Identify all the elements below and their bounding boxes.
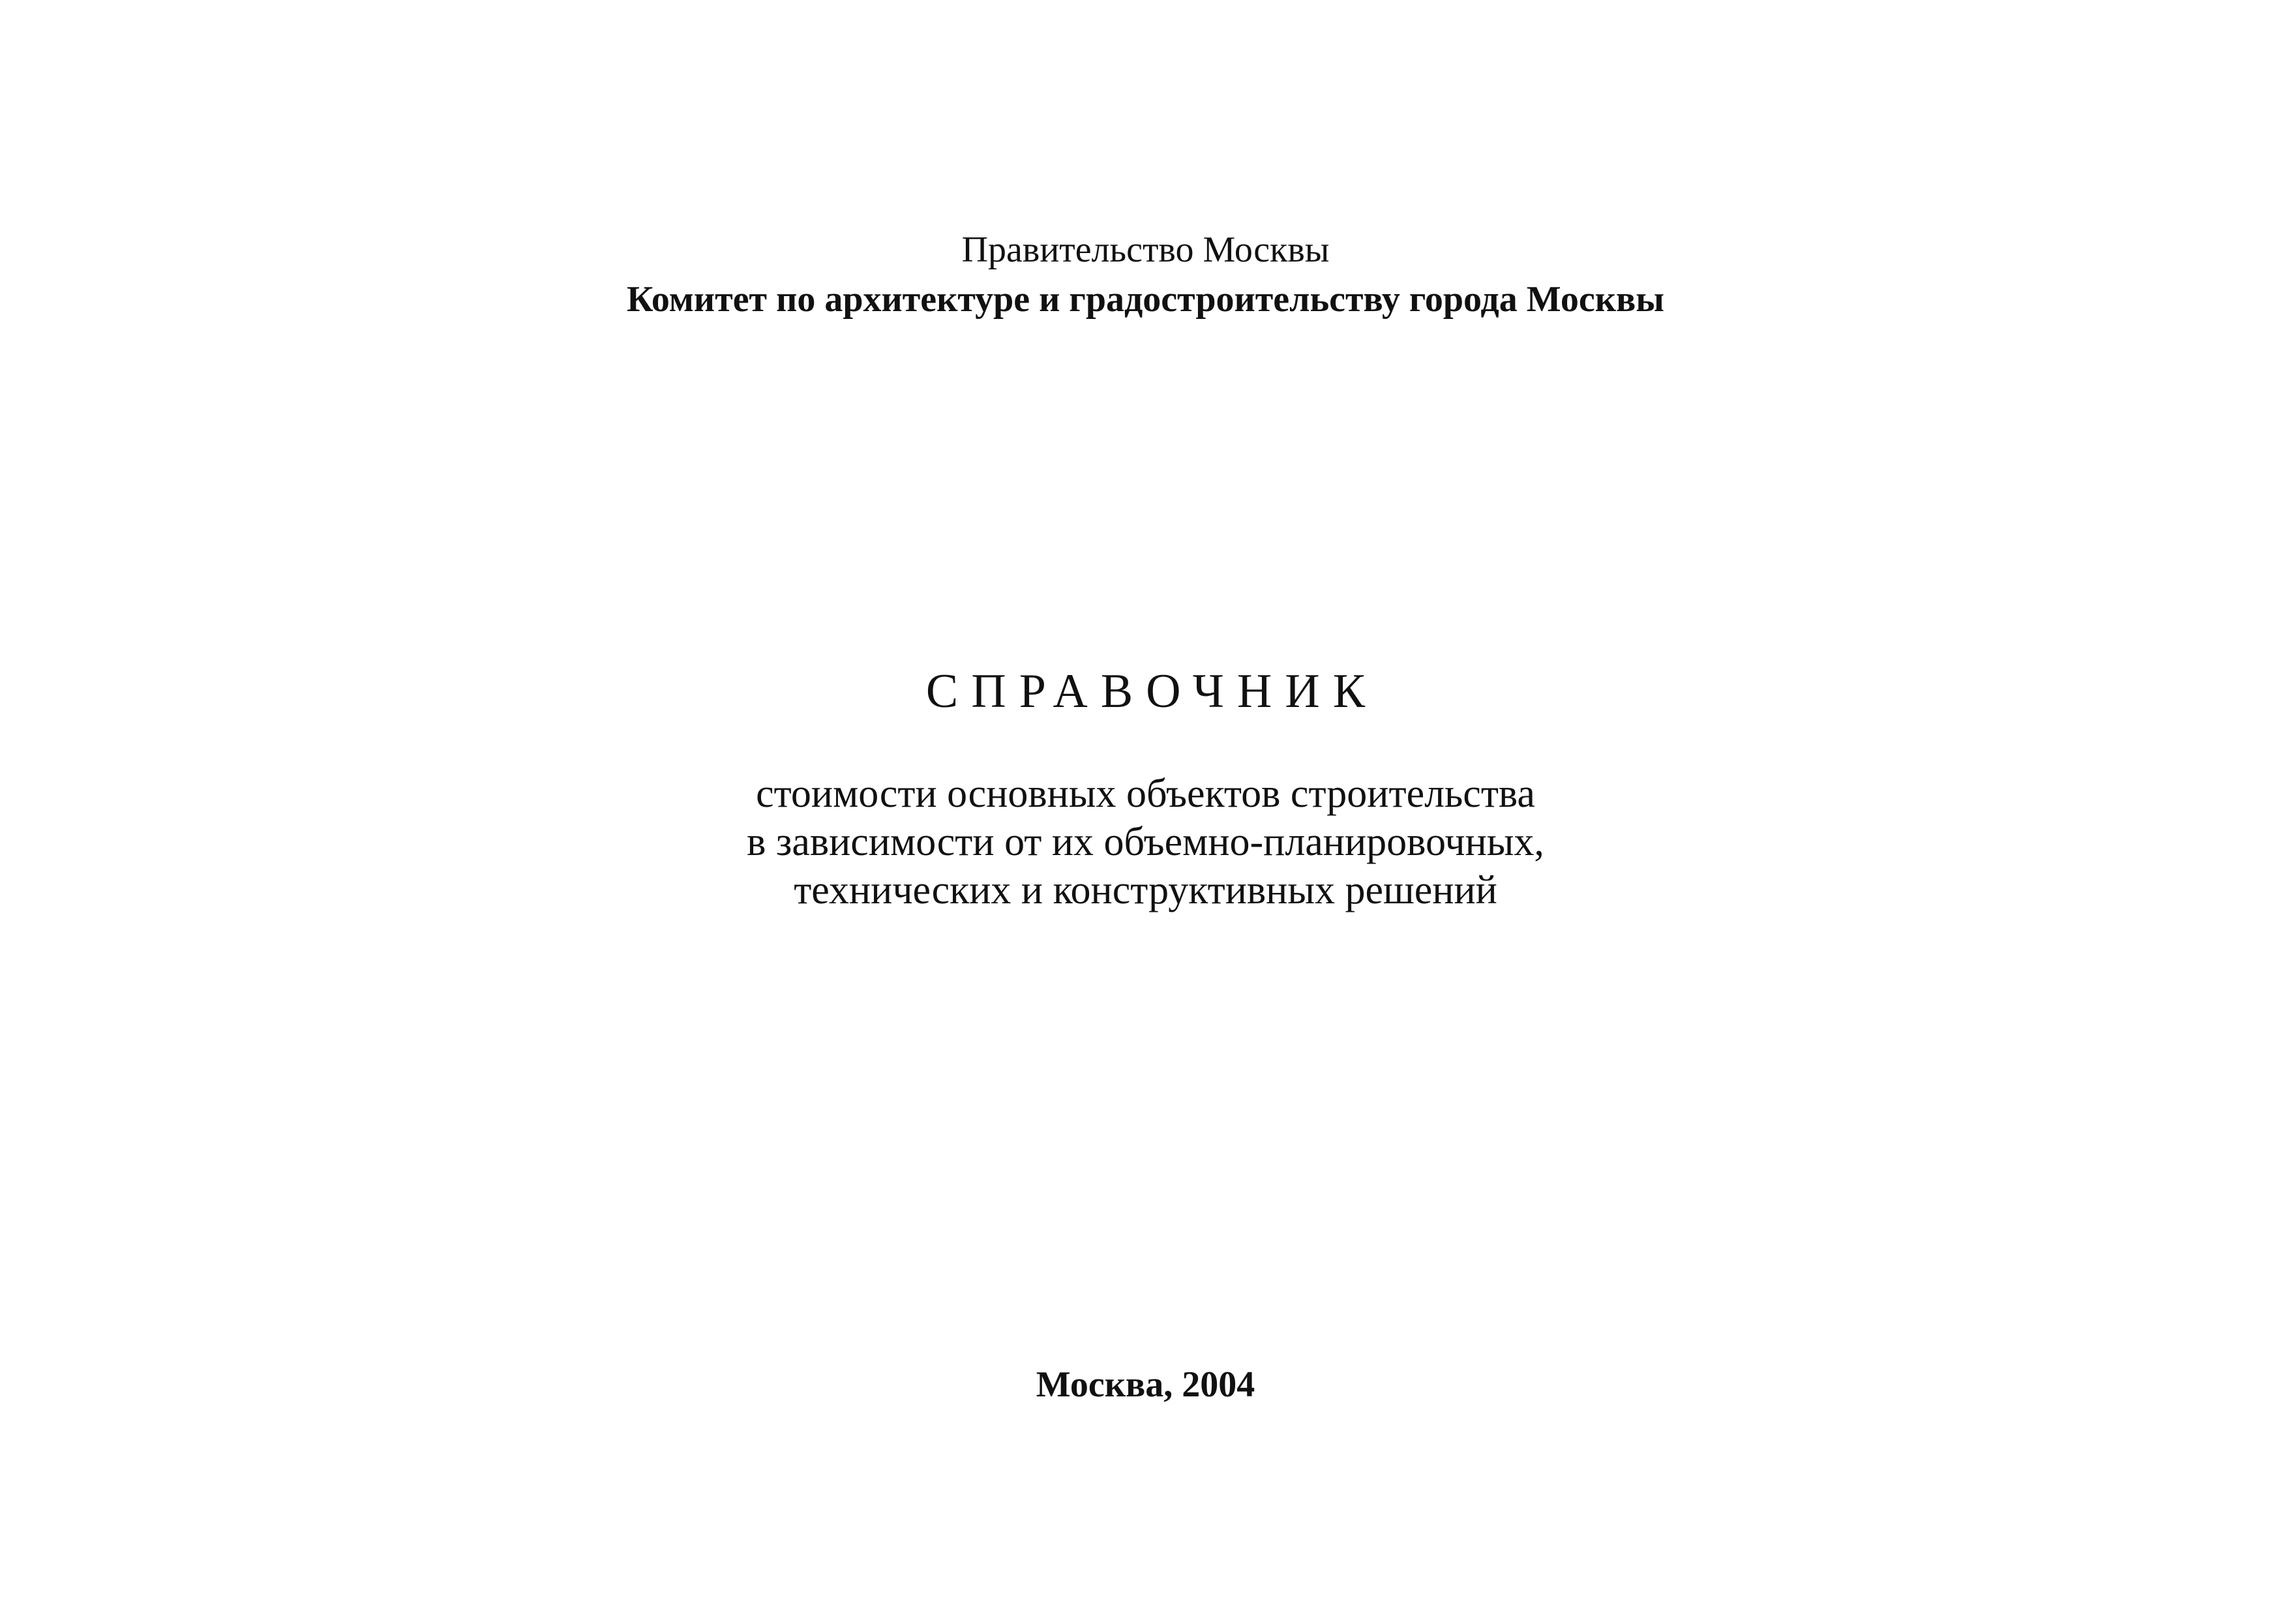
- subtitle-line-2: в зависимости от их объемно-планировочных,: [747, 820, 1544, 864]
- subtitle-line-1: стоимости основных объектов строительства: [756, 772, 1535, 816]
- document-title: СПРАВОЧНИК: [925, 665, 1379, 718]
- subtitle-line-3: технических и конструктивных решений: [794, 868, 1497, 912]
- issuer-header: [0, 225, 2291, 324]
- subtitle-block: [0, 770, 2291, 914]
- title-block: [0, 659, 2291, 724]
- committee-name: Комитет по архитектуре и градостроительству города Москвы: [627, 279, 1664, 320]
- government-name: Правительство Москвы: [961, 230, 1330, 270]
- footer: [0, 1360, 2291, 1409]
- place-and-year: Москва, 2004: [1036, 1364, 1255, 1405]
